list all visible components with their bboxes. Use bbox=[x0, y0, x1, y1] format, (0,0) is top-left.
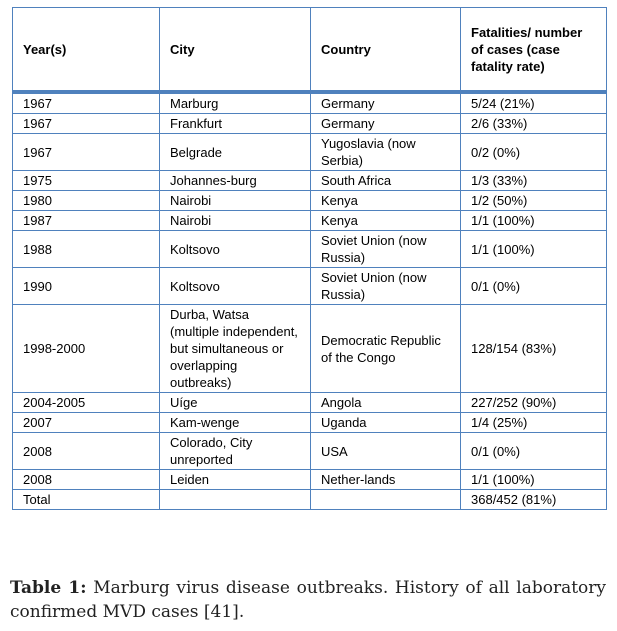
table-row bbox=[13, 393, 607, 413]
cell-year: 2008 bbox=[13, 470, 160, 490]
cell-year: 1975 bbox=[13, 171, 160, 191]
outbreaks-table-container bbox=[12, 7, 606, 510]
cell-city: Kam-wenge bbox=[160, 413, 311, 433]
cell-fatalities: 1/3 (33%) bbox=[461, 171, 607, 191]
table-caption bbox=[10, 576, 606, 624]
table-row bbox=[13, 211, 607, 231]
table-row bbox=[13, 305, 607, 393]
table-row bbox=[13, 171, 607, 191]
cell-country: Germany bbox=[311, 92, 461, 114]
table-row bbox=[13, 92, 607, 114]
cell-country: Angola bbox=[311, 393, 461, 413]
cell-city: Leiden bbox=[160, 470, 311, 490]
table-body bbox=[13, 92, 607, 510]
table-row bbox=[13, 413, 607, 433]
cell-country: Germany bbox=[311, 114, 461, 134]
cell-fatalities: 0/1 (0%) bbox=[461, 268, 607, 305]
cell-country bbox=[311, 490, 461, 510]
cell-fatalities: 368/452 (81%) bbox=[461, 490, 607, 510]
cell-fatalities: 1/1 (100%) bbox=[461, 231, 607, 268]
header-fatalities: Fatalities/ number of cases (case fatality rate) bbox=[461, 8, 607, 93]
cell-year: 1980 bbox=[13, 191, 160, 211]
cell-fatalities: 1/4 (25%) bbox=[461, 413, 607, 433]
cell-city: Koltsovo bbox=[160, 231, 311, 268]
cell-city: Durba, Watsa (multiple independent, but simultaneous or overlapping outbreaks) bbox=[160, 305, 311, 393]
cell-city: Belgrade bbox=[160, 134, 311, 171]
cell-city: Colorado, City unreported bbox=[160, 433, 311, 470]
cell-year: 2004-2005 bbox=[13, 393, 160, 413]
table-row-total bbox=[13, 490, 607, 510]
cell-year: 1967 bbox=[13, 114, 160, 134]
header-row bbox=[13, 8, 607, 93]
cell-country: Democratic Republic of the Congo bbox=[311, 305, 461, 393]
cell-fatalities: 128/154 (83%) bbox=[461, 305, 607, 393]
caption-text: Marburg virus disease outbreaks. History of all laboratory confirmed MVD cases [41]. bbox=[10, 578, 606, 622]
cell-year: 1988 bbox=[13, 231, 160, 268]
cell-country: Kenya bbox=[311, 191, 461, 211]
cell-fatalities: 5/24 (21%) bbox=[461, 92, 607, 114]
header-year: Year(s) bbox=[13, 8, 160, 93]
cell-country: USA bbox=[311, 433, 461, 470]
cell-country: Kenya bbox=[311, 211, 461, 231]
outbreaks-table bbox=[12, 7, 607, 510]
cell-country: Yugoslavia (now Serbia) bbox=[311, 134, 461, 171]
table-row bbox=[13, 134, 607, 171]
header-city: City bbox=[160, 8, 311, 93]
cell-fatalities: 1/2 (50%) bbox=[461, 191, 607, 211]
cell-year: 1967 bbox=[13, 92, 160, 114]
cell-city: Nairobi bbox=[160, 191, 311, 211]
cell-country: Soviet Union (now Russia) bbox=[311, 268, 461, 305]
table-row bbox=[13, 433, 607, 470]
table-row bbox=[13, 268, 607, 305]
cell-year: 2008 bbox=[13, 433, 160, 470]
cell-year: 1987 bbox=[13, 211, 160, 231]
cell-fatalities: 2/6 (33%) bbox=[461, 114, 607, 134]
cell-year: Total bbox=[13, 490, 160, 510]
cell-city: Koltsovo bbox=[160, 268, 311, 305]
cell-country: Soviet Union (now Russia) bbox=[311, 231, 461, 268]
cell-country: Uganda bbox=[311, 413, 461, 433]
cell-fatalities: 0/2 (0%) bbox=[461, 134, 607, 171]
caption-label: Table 1: bbox=[10, 578, 87, 598]
cell-country: Nether-lands bbox=[311, 470, 461, 490]
cell-city: Johannes-burg bbox=[160, 171, 311, 191]
header-country: Country bbox=[311, 8, 461, 93]
cell-year: 1967 bbox=[13, 134, 160, 171]
cell-fatalities: 1/1 (100%) bbox=[461, 470, 607, 490]
cell-fatalities: 0/1 (0%) bbox=[461, 433, 607, 470]
cell-year: 1990 bbox=[13, 268, 160, 305]
table-row bbox=[13, 191, 607, 211]
cell-fatalities: 1/1 (100%) bbox=[461, 211, 607, 231]
table-header bbox=[13, 8, 607, 93]
cell-country: South Africa bbox=[311, 171, 461, 191]
cell-city: Uíge bbox=[160, 393, 311, 413]
cell-fatalities: 227/252 (90%) bbox=[461, 393, 607, 413]
table-row bbox=[13, 114, 607, 134]
table-row bbox=[13, 231, 607, 268]
cell-city: Marburg bbox=[160, 92, 311, 114]
cell-city: Nairobi bbox=[160, 211, 311, 231]
table-row bbox=[13, 470, 607, 490]
cell-year: 1998-2000 bbox=[13, 305, 160, 393]
cell-year: 2007 bbox=[13, 413, 160, 433]
cell-city: Frankfurt bbox=[160, 114, 311, 134]
cell-city bbox=[160, 490, 311, 510]
